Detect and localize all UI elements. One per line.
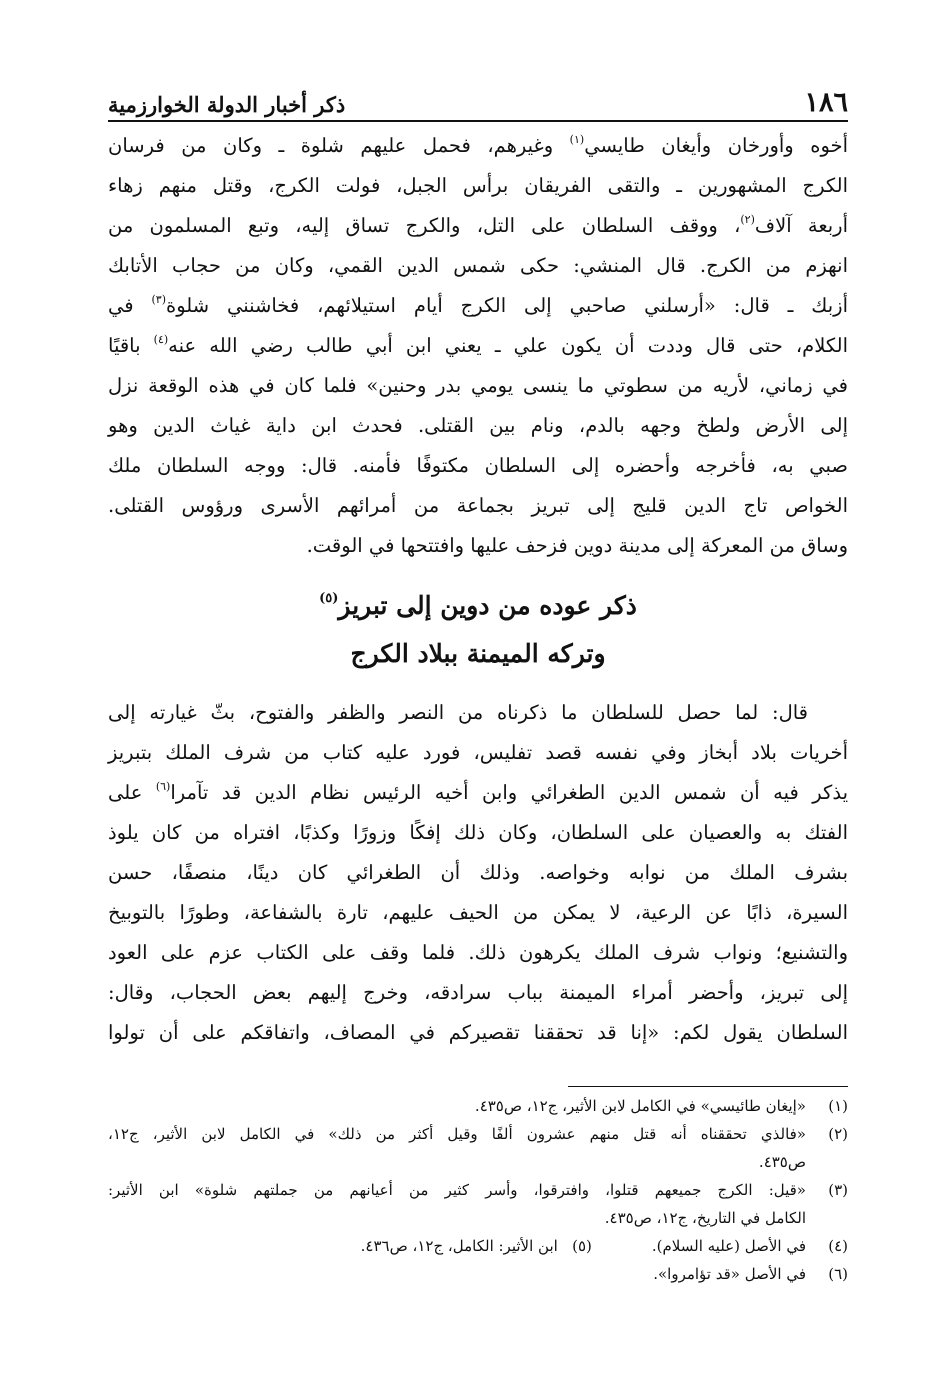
text-line: الكرج المشهورين ـ والتقى الفريقان برأس الجبل، فولت الكرج، وقتل منهم زهاء (108, 174, 848, 197)
text-line: الكلام، حتى قال وددت أن يكون علي ـ يعني ابن أبي طالب رضي الله عنه$^{(٤)}$ باقيًا (108, 333, 849, 357)
text-line: إلى الأرض ولطخ وجهه بالدم، ونام بين القتلى. فحدث ابن داية غياث الدين وهو (108, 414, 848, 437)
running-title: ذكر أخبار الدولة الخوارزمية (108, 92, 346, 117)
page-header (108, 78, 848, 118)
footnote-5 (361, 1232, 592, 1260)
footnote-3: (٣) «قيل: الكرج جميعهم قتلوا، وافترقوا، وأسر كثير من أعيانهم من جملتهم شلوة» ابن الأثير: الكامل في التاريخ، ج١٢، ص٤٣٥. (108, 1176, 848, 1232)
footnote-number: (٢) (828, 1125, 848, 1143)
footnote-separator (568, 1086, 848, 1087)
footnote-2: (٢) «فالذي تحققناه أنه قتل منهم عشرون ألفًا وقيل أكثر من ذلك» في الكامل لابن الأثير، ج١٢، ص٤٣٥. (108, 1120, 848, 1176)
footnote-ref[interactable]: (٥) (319, 591, 339, 606)
footnote-ref[interactable]: (١) (569, 133, 585, 146)
text-line: أخريات بلاد أبخاز وفي نفسه قصد تفليس، فورد عليه كتاب من شرف الملك بتبريز (108, 741, 848, 764)
text-line: السلطان يقول لكم: «إنا قد تحققنا تقصيركم في المصاف، واتفاقكم على أن تولوا (108, 1021, 848, 1044)
text-line: السيرة، ذابًا عن الرعية، لا يمكن من الحيف عليهم، تارة بالشفاعة، وطورًا بالتوبيخ (108, 901, 848, 924)
footnote-ref[interactable]: (٣) (151, 293, 167, 306)
footnote-number: (٦) (828, 1265, 848, 1283)
footnote-number: (٤) (828, 1237, 848, 1255)
footnote-6: (٦) في الأصل «قد تؤامروا». (108, 1260, 848, 1288)
page-number: ١٨٦ (804, 87, 848, 118)
text-line: أربعة آلاف$^{(٢)}$، ووقف السلطان على التل، والكرج تساق إليه، وتبع المسلمون من (108, 213, 848, 237)
paragraph-1 (108, 126, 848, 566)
text-line: أزبك ـ قال: «أرسلني صاحبي إلى الكرج أيام استيلائهم، فخاشنني شلوة$^{(٣)}$ في (108, 293, 849, 317)
text-line: إلى تبريز، وأحضر أمراء الميمنة بباب سرادقه، وخرج إليهم بعض الحجاب، وقال: (108, 981, 848, 1004)
paragraph-2 (108, 693, 848, 1053)
text-line: قال: لما حصل للسلطان ما ذكرناه من النصر والظفر والفتوح، بثّ غيارته إلى (108, 701, 808, 724)
text-line: انهزم من الكرج. قال المنشي: حكى شمس الدين القمي، وكان من حجاب الأتابك (108, 254, 848, 277)
header-rule (108, 120, 848, 122)
text-line: الخواص تاج الدين قليج إلى تبريز بجماعة من أمرائهم الأسرى ورؤوس القتلى. (108, 494, 848, 517)
text-line: وساق من المعركة إلى مدينة دوين فزحف عليها وافتتحها في الوقت. (306, 534, 848, 557)
footnote-4-text: في الأصل (عليه السلام). (651, 1237, 806, 1255)
text-line: الفتك به والعصيان على السلطان، وكان ذلك إفكًا وزورًا وكذبًا، افتراه من كان يلوذ (108, 821, 848, 844)
section-heading-line-1: ذكر عوده من دوين إلى تبريز$^{(٥)}$ (319, 591, 637, 620)
footnote-ref[interactable]: (٤) (153, 333, 169, 346)
footnote-1: (١) «إيغان طائيسي» في الكامل لابن الأثير، ج١٢، ص٤٣٥. (108, 1092, 848, 1120)
footnote-4-5 (108, 1232, 848, 1260)
footnote-number: (٣) (828, 1181, 848, 1199)
text-line: والتشنيع؛ ونواب شرف الملك يكرهون ذلك. فلما وقف على الكتاب عزم على العود (108, 941, 848, 964)
footnote-ref[interactable]: (٢) (740, 213, 755, 226)
section-heading-line-2: وتركه الميمنة ببلاد الكرج (350, 639, 606, 668)
text-line: في زماني، لأريه من سطوتي ما ينسى يومي بدر وحنين» فلما كان في هذه الوقعة نزل (108, 374, 848, 397)
footnote-number: (٥) (572, 1237, 592, 1255)
footnote-number: (١) (828, 1097, 848, 1115)
footnote-ref[interactable]: (٦) (155, 780, 171, 793)
footnotes (108, 1092, 848, 1288)
text-line: بشرف الملك من نوابه وخواصه. وذلك أن الطغرائي كان دينًا، منصفًا، حسن (108, 861, 848, 884)
text-line: أخوه وأورخان وأيغان طايسي$^{(١)}$ وغيرهم، فحمل عليهم شلوة ـ وكان من فرسان (108, 133, 848, 157)
footnote-5-text: ابن الأثير: الكامل، ج١٢، ص٤٣٦. (360, 1237, 558, 1255)
text-line: يذكر فيه أن شمس الدين الطغرائي وابن أخيه الرئيس نظام الدين قد تآمرا$^{(٦)}$ على (108, 780, 848, 804)
text-line: صبي به، فأخرجه وأحضره إلى السلطان مكتوفًا فأمنه. قال: ووجه السلطان ملك (108, 454, 848, 477)
